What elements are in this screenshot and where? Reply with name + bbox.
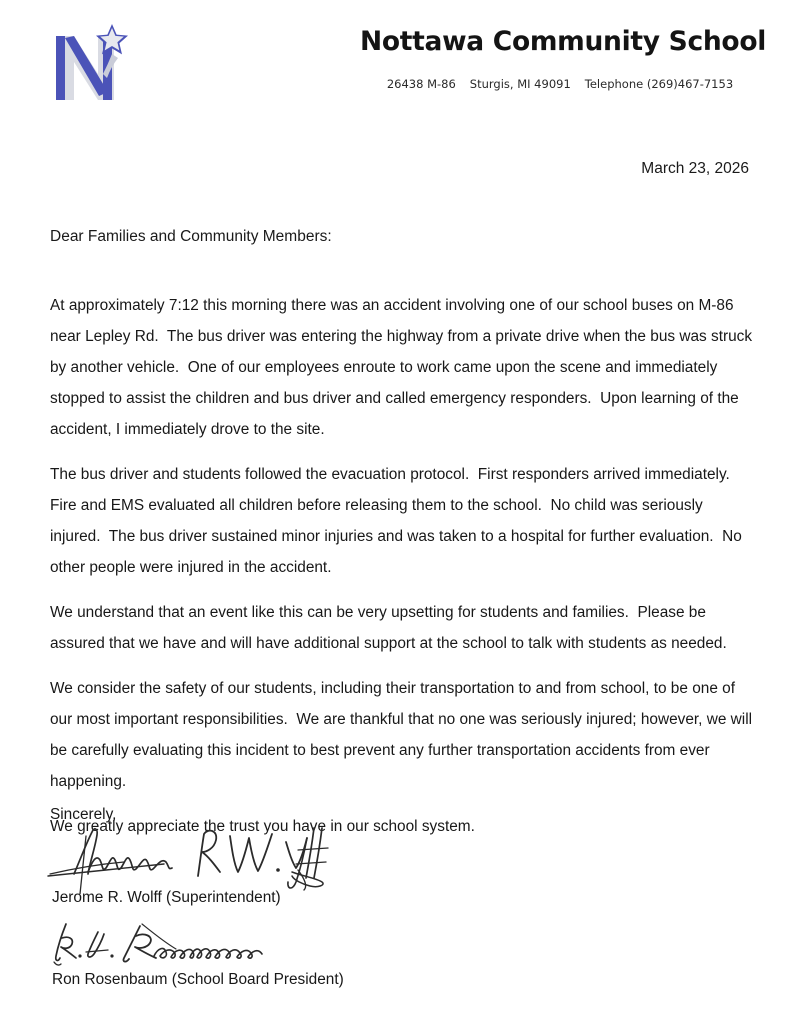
- letter-date: March 23, 2026: [641, 160, 749, 177]
- signature-name-board-president: Ron Rosenbaum (School Board President): [52, 971, 344, 988]
- letter-paragraph: We consider the safety of our students, including their transportation to and from school, to be one of our most important responsibilities. We are thankful that no one was seriously injured; however, we will be carefully evaluating this incident to best prevent any further transportation accidents from ever happening.: [50, 680, 757, 790]
- nottawa-n-star-logo-icon: [48, 22, 132, 108]
- letter-paragraph: The bus driver and students followed the evacuation protocol. First responders arrived immediately. Fire and EMS evaluated all children before releasing them to the school. No child was seriously injured. The bus driver sustained minor injuries and was taken to a hospital for further evaluation. No other people were injured in the accident.: [50, 466, 747, 576]
- jerome-wolff-signature-icon: [46, 824, 366, 894]
- school-name-heading: Nottawa Community School: [360, 26, 767, 57]
- school-address-line: [360, 77, 760, 91]
- address-city-state-zip: Sturgis, MI 49091: [469, 77, 571, 91]
- letter-paragraph: We understand that an event like this can be very upsetting for students and families. Please be assured that we have and will have additional support at the school to talk with students as needed.: [50, 604, 727, 652]
- letter-paragraph: We greatly appreciate the trust you have in our school system.: [50, 818, 475, 835]
- letter-salutation: Dear Families and Community Members:: [50, 228, 332, 245]
- letter-paragraph: At approximately 7:12 this morning there was an accident involving one of our school buses on M-86 near Lepley Rd. The bus driver was entering the highway from a private drive when the bus was struck by another vehicle. One of our employees enroute to work came upon the scene and immediately stopped to assist the children and bus driver and called emergency responders. Upon learning of the accident, I immediately drove to the site.: [50, 297, 757, 438]
- letter-closing: Sincerely,: [50, 806, 117, 823]
- signature-name-superintendent: Jerome R. Wolff (Superintendent): [52, 889, 281, 906]
- address-street: 26438 M-86: [386, 77, 456, 91]
- address-telephone: Telephone (269)467-7153: [584, 77, 734, 91]
- letter-body: [50, 290, 756, 842]
- ron-rosenbaum-signature-icon: [46, 922, 296, 968]
- letterhead: [0, 0, 791, 120]
